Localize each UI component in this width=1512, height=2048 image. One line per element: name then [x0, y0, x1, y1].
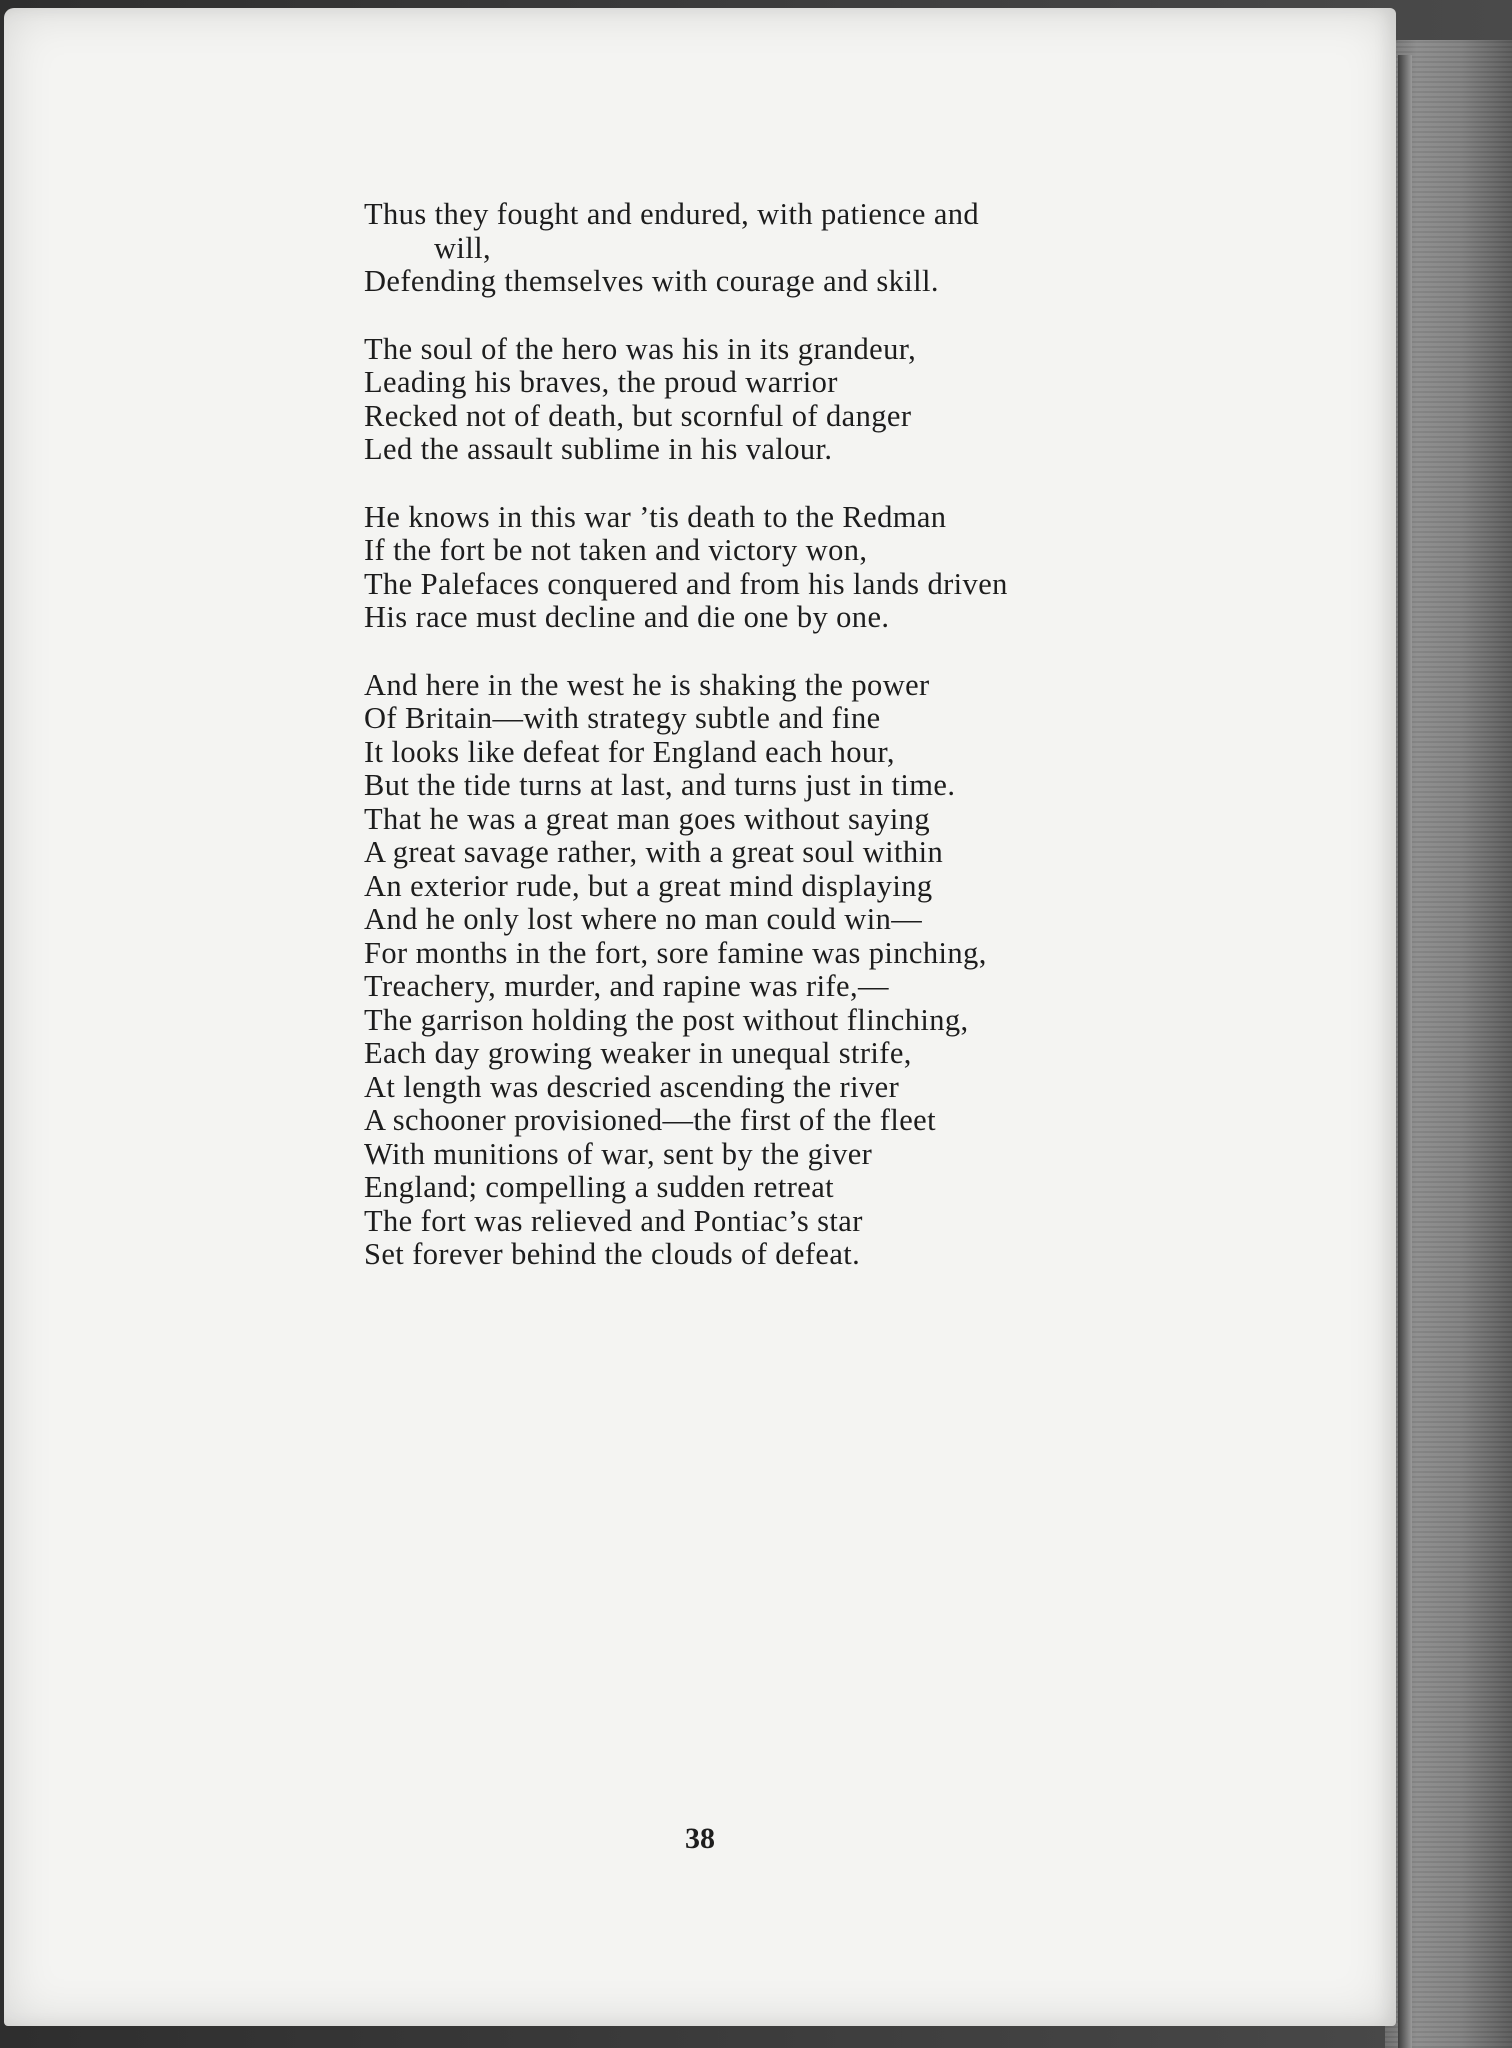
poem-line: Treachery, murder, and rapine was rife,—: [364, 969, 889, 1003]
poem-line: Led the assault sublime in his valour.: [364, 432, 833, 466]
poem-line: The fort was relieved and Pontiac’s star: [364, 1203, 863, 1238]
poem-line: England; compelling a sudden retreat: [364, 1170, 835, 1204]
poem-line: He knows in this war ’tis death to the Redman: [364, 499, 947, 534]
page-number: 38: [685, 1822, 715, 1855]
poem-line: A schooner provisioned—the first of the fleet: [364, 1103, 936, 1137]
poem-line: Each day growing weaker in unequal strife,: [364, 1036, 912, 1070]
stanza: [364, 198, 1284, 299]
poem-line: That he was a great man goes without saying: [364, 801, 931, 836]
poem-line: And here in the west he is shaking the power: [364, 667, 930, 702]
poem-line: will,: [434, 230, 492, 265]
poem-line: Leading his braves, the proud warrior: [364, 365, 838, 399]
poem-line: Of Britain—with strategy subtle and fine: [364, 701, 881, 735]
poem-line: And he only lost where no man could win—: [364, 902, 923, 936]
book-page: [4, 8, 1396, 2026]
poem-line: The garrison holding the post without flinching,: [364, 1002, 969, 1037]
book-board-edge: [1398, 55, 1412, 2048]
poem-line: It looks like defeat for England each hour,: [364, 734, 895, 769]
poem-line: At length was descried ascending the river: [364, 1069, 900, 1104]
poem-line: His race must decline and die one by one.: [364, 600, 890, 634]
poem-line: If the fort be not taken and victory won,: [364, 533, 868, 567]
poem-body: [364, 198, 1284, 1306]
poem-line: The soul of the hero was his in its grandeur,: [364, 331, 917, 366]
stanza: [364, 669, 1284, 1272]
poem-line: For months in the fort, sore famine was pinching,: [364, 935, 987, 970]
poem-line: Thus they fought and endured, with patience and: [364, 197, 980, 231]
poem-line: Defending themselves with courage and skill.: [364, 264, 939, 298]
poem-line: The Palefaces conquered and from his lands driven: [364, 566, 1008, 601]
poem-line: Recked not of death, but scornful of danger: [364, 398, 912, 433]
poem-line: An exterior rude, but a great mind displaying: [364, 868, 933, 903]
stanza: [364, 501, 1284, 635]
poem-line: With munitions of war, sent by the giver: [364, 1136, 873, 1171]
poem-line: But the tide turns at last, and turns just in time.: [364, 768, 956, 802]
poem-line: A great savage rather, with a great soul within: [364, 835, 944, 869]
stanza: [364, 333, 1284, 467]
poem-line: Set forever behind the clouds of defeat.: [364, 1237, 861, 1271]
